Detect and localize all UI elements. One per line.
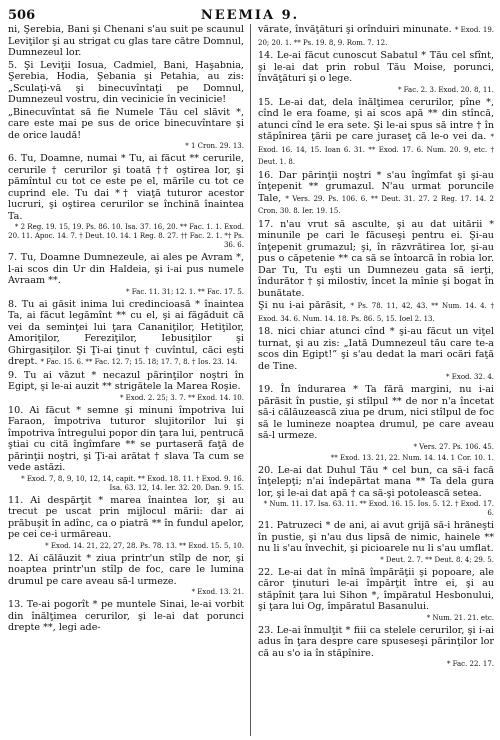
verse-13-cont [258,24,494,49]
cross-reference: * Num. 21. 21. etc. [426,613,494,622]
cross-reference: * Exod. 14. 21, 22, 27, 28. Ps. 78. 13. ** Exod. 15. 5, 10. [45,541,244,550]
verse-21: 21. Patruzeci * de ani, ai avut grijă să-i hrăneşti în pustie, şi n'au dus lipsă de nimic, hainele ** nu li s'au învechit, şi picioarele nu li s'au umflat. [258,520,494,554]
verse-17-cont-text: Şi nu i-ai părăsit, [258,300,346,311]
verse-5: 5. Şi Leviţii Iosua, Cadmiel, Bani, Haşabnia, Şerebia, Hodia, Şebania şi Petahia, au zis: „Sculaţi-vă şi binecuvîntaţi pe Domnul, Dumnezeul vostru, din vecinicie în vecinicie! [8,59,244,105]
verse-10: 10. Ai făcut * semne şi minuni împotriva lui Faraon, împotriva tuturor slujitorilor lui şi împotriva întregului popor din ţara lui, pentrucă ştiai cu cită îngîmfare ** se purtaseră faţă de părinţii noştri, şi Ţi-ai arătat † slava Ta cum se vede astăzi. [8,404,244,473]
verse-20: 20. Le-ai dat Duhul Tău * cel bun, ca să-i facă înţelepţi; n'ai îndepărtat mana ** Ta dela gura lor, şi le-ai dat apă † ca să-şi potolească setea. [258,464,494,499]
verse-7: 7. Tu, Doamne Dumnezeule, ai ales pe Avram *, l-ai scos din Ur din Haldeia, şi i-ai pus numele Avraam **. [8,252,244,286]
verse-11: 11. Ai despărţit * marea înaintea lor, şi au trecut pe uscat prin mijlocul mării: dar ai prăbuşit în adînc, ca o piatră ** în fundul apelor, pe cei ce-i urmăreau. [8,494,244,540]
cross-reference: * Vers. 27. Ps. 106. 45. [413,442,494,451]
cross-reference: * Exod. 2. 25; 3. 7. ** Exod. 14. 10. [119,393,244,402]
verse-9: 9. Tu ai văzut * necazul părinţilor noştri în Egipt, şi le-ai auzit ** strigătele la Marea Roşie. [8,369,244,392]
verse-17-cont [258,300,494,325]
column-divider [250,24,251,736]
verse-4-cont: ni, Şerebia, Bani şi Chenani s'au suit pe scaunul Leviţilor şi au strigat cu glas tare către Domnul, Dumnezeul lor. [8,24,244,58]
cross-reference: ** Exod. 13. 21, 22. Num. 14. 14. 1 Cor. 10. 1. [330,453,494,462]
verse-5-blessing: „Binecuvîntat să fie Numele Tău cel slăvit *, care este mai pe sus de orice binecuvîntare şi de orice laudă! [8,106,244,141]
verse-22: 22. Le-ai dat în mînă împărăţii şi popoare, ale căror ţinuturi le-ai împărţit între ei, şi au stăpînit ţara lui Sihon *, împăratul Hesbonului, şi ţara lui Og, împăratul Basanului. [258,566,494,612]
cross-reference: * Fac. 22. 17. [446,660,494,668]
verse-8-text: 8. Tu ai găsit inima lui credincioasă * înaintea Ta, ai făcut legămînt ** cu el, şi ai făgăduit că vei da seminţei lui ţara Cananiţilor, Hetiţilor, Amoriţilor, Fereziţilor, Iebusiţilor şi Ghirgasiţilor. Şi Ţi-ai ţinut † cuvîntul, căci eşti drept. [8,298,244,367]
running-title: NEEMIA 9. [200,8,300,23]
verse-12: 12. Ai călăuzit * ziua printr'un stîlp de nor, şi noaptea printr'un stîlp de foc, care le lumina drumul pe care aveau să-l urmeze. [8,552,244,587]
verse-13: 13. Te-ai pogorît * pe muntele Sinai, le-ai vorbit din înălţimea cerurilor, şi le-ai dat porunci drepte **, legi ade- [8,599,244,633]
cross-reference: * Exod. 19. 20; 20. 1. ** Ps. 19. 8, 9. Rom. 7. 12. [258,26,495,47]
cross-reference: * Fac. 15. 6. ** Fac. 12. 7; 15. 18; 17. 7, 8. † Ios. 23. 14. [40,358,238,366]
cross-reference: * Exod. 32. 4. [446,373,494,381]
verse-17: 17. n'au vrut să asculte, şi au dat uitării * minunile pe cari le făcuseşi pentru ei. Şi-au înţepenit grumazul; şi, în răzvrătirea lor, şi-au pus o căpetenie ** ca să se întoarcă în robia lor. Dar Tu, Tu eşti un Dumnezeu gata să ierţi, îndurător † şi milostiv, încet la mînie şi bogat în bunătate. [258,218,494,299]
cross-reference: * 2 Reg. 19. 15, 19. Ps. 86. 10. Isa. 37. 16, 20. ** Fac. 1. 1. Exod. 20. 11. Apoc. 14. 7. † Deut. 10. 14. 1 Reg. 8. 27. †† Fac. 2. 1. *† Ps. 36. 6. [8,223,244,249]
cross-reference: * Exod. 16. 14, 15. Ioan 6. 31. ** Exod. 17. 6. Num. 20. 9, etc. † Deut. 1. 8. [258,133,494,166]
cross-reference: * Num. 11. 17. Isa. 63. 11. ** Exod. 16. 15. Ios. 5. 12. † Exod. 17. 6. [263,500,494,517]
page-number: 506 [8,8,36,23]
verse-16-text: 16. Dar părinţii noştri * s'au îngîmfat şi şi-au înţepenit ** grumazul. N'au urmat poruncile Tale, [258,169,494,204]
verse-6: 6. Tu, Doamne, numai * Tu, ai făcut ** cerurile, cerurile † cerurilor şi toată †† oştirea lor, şi pămîntul cu tot ce este pe el, mările cu tot ce cuprind ele. Tu dai *† viaţă tuturor acestor lucruri, şi oştirea cerurilor se închină înaintea Ta. [8,153,244,222]
verse-8 [8,299,244,369]
verse-16 [258,170,494,218]
page-header [8,8,492,24]
verse-15 [258,97,494,169]
verse-13-cont-text: vărate, învăţături şi orînduiri minunate. [258,24,452,35]
cross-reference: * Vers. 29. Ps. 106. 6. ** Deut. 31. 27. 2 Reg. 17. 14. 2 Cron. 30. 8. Ier. 19. 15. [258,194,494,215]
cross-reference: * Fac. 2. 3. Exod. 20. 8, 11. [397,85,494,94]
cross-reference: * Ps. 78. 11, 42, 43. ** Num. 14. 4. † Exod. 34. 6. Num. 14. 18. Ps. 86. 5, 15. Ioel 2. 13. [258,302,494,323]
right-column [258,24,494,671]
cross-reference: * Exod. 13. 21. [191,588,244,596]
verse-15-text: 15. Le-ai dat, dela înălţimea cerurilor, pîne *, cînd le era foame, şi ai scos apă ** din stîncă, atunci cînd le era sete. Şi le-ai spus să intre † în stăpînirea ţării pe care juraseţ că le-o vei da. [258,96,494,142]
verse-19: 19. În îndurarea * Ta fără margini, nu i-ai părăsit în pustie, şi stîlpul ** de nor n'a încetat să-i călăuzească ziua pe drum, nici stîlpul de foc să le lumineze noaptea drumul, pe care aveau să-l urmeze. [258,384,494,441]
cross-reference: * Fac. 11. 31; 12. 1. ** Fac. 17. 5. [126,287,244,296]
cross-reference: * Exod. 7, 8, 9, 10, 12, 14, capit. ** Exod. 18. 11. † Exod. 9. 16. Isa. 63. 12, 14. Ier. 32. 20. Dan. 9. 15. [21,474,244,492]
left-column [8,24,244,635]
verse-18: 18. nici chiar atunci cînd * şi-au făcut un viţel turnat, şi au zis: „Iată Dumnezeul tău care te-a scos din Egipt!” şi s'au dedat la mari ocări faţă de Tine. [258,326,494,372]
verse-14: 14. Le-ai făcut cunoscut Sabatul * Tău cel sfînt, şi le-ai dat prin robul Tău Moise, porunci, învăţături şi o lege. [258,50,494,84]
verse-23: 23. Le-ai înmulţit * fiii ca stelele cerurilor, şi i-ai adus în ţara despre care spuseseşi părinţilor lor că au s'o ia în stăpînire. [258,624,494,659]
cross-reference: * Deut. 2. 7. ** Deut. 8. 4; 29. 5. [380,555,494,564]
cross-reference: * 1 Cron. 29. 13. [185,142,244,150]
